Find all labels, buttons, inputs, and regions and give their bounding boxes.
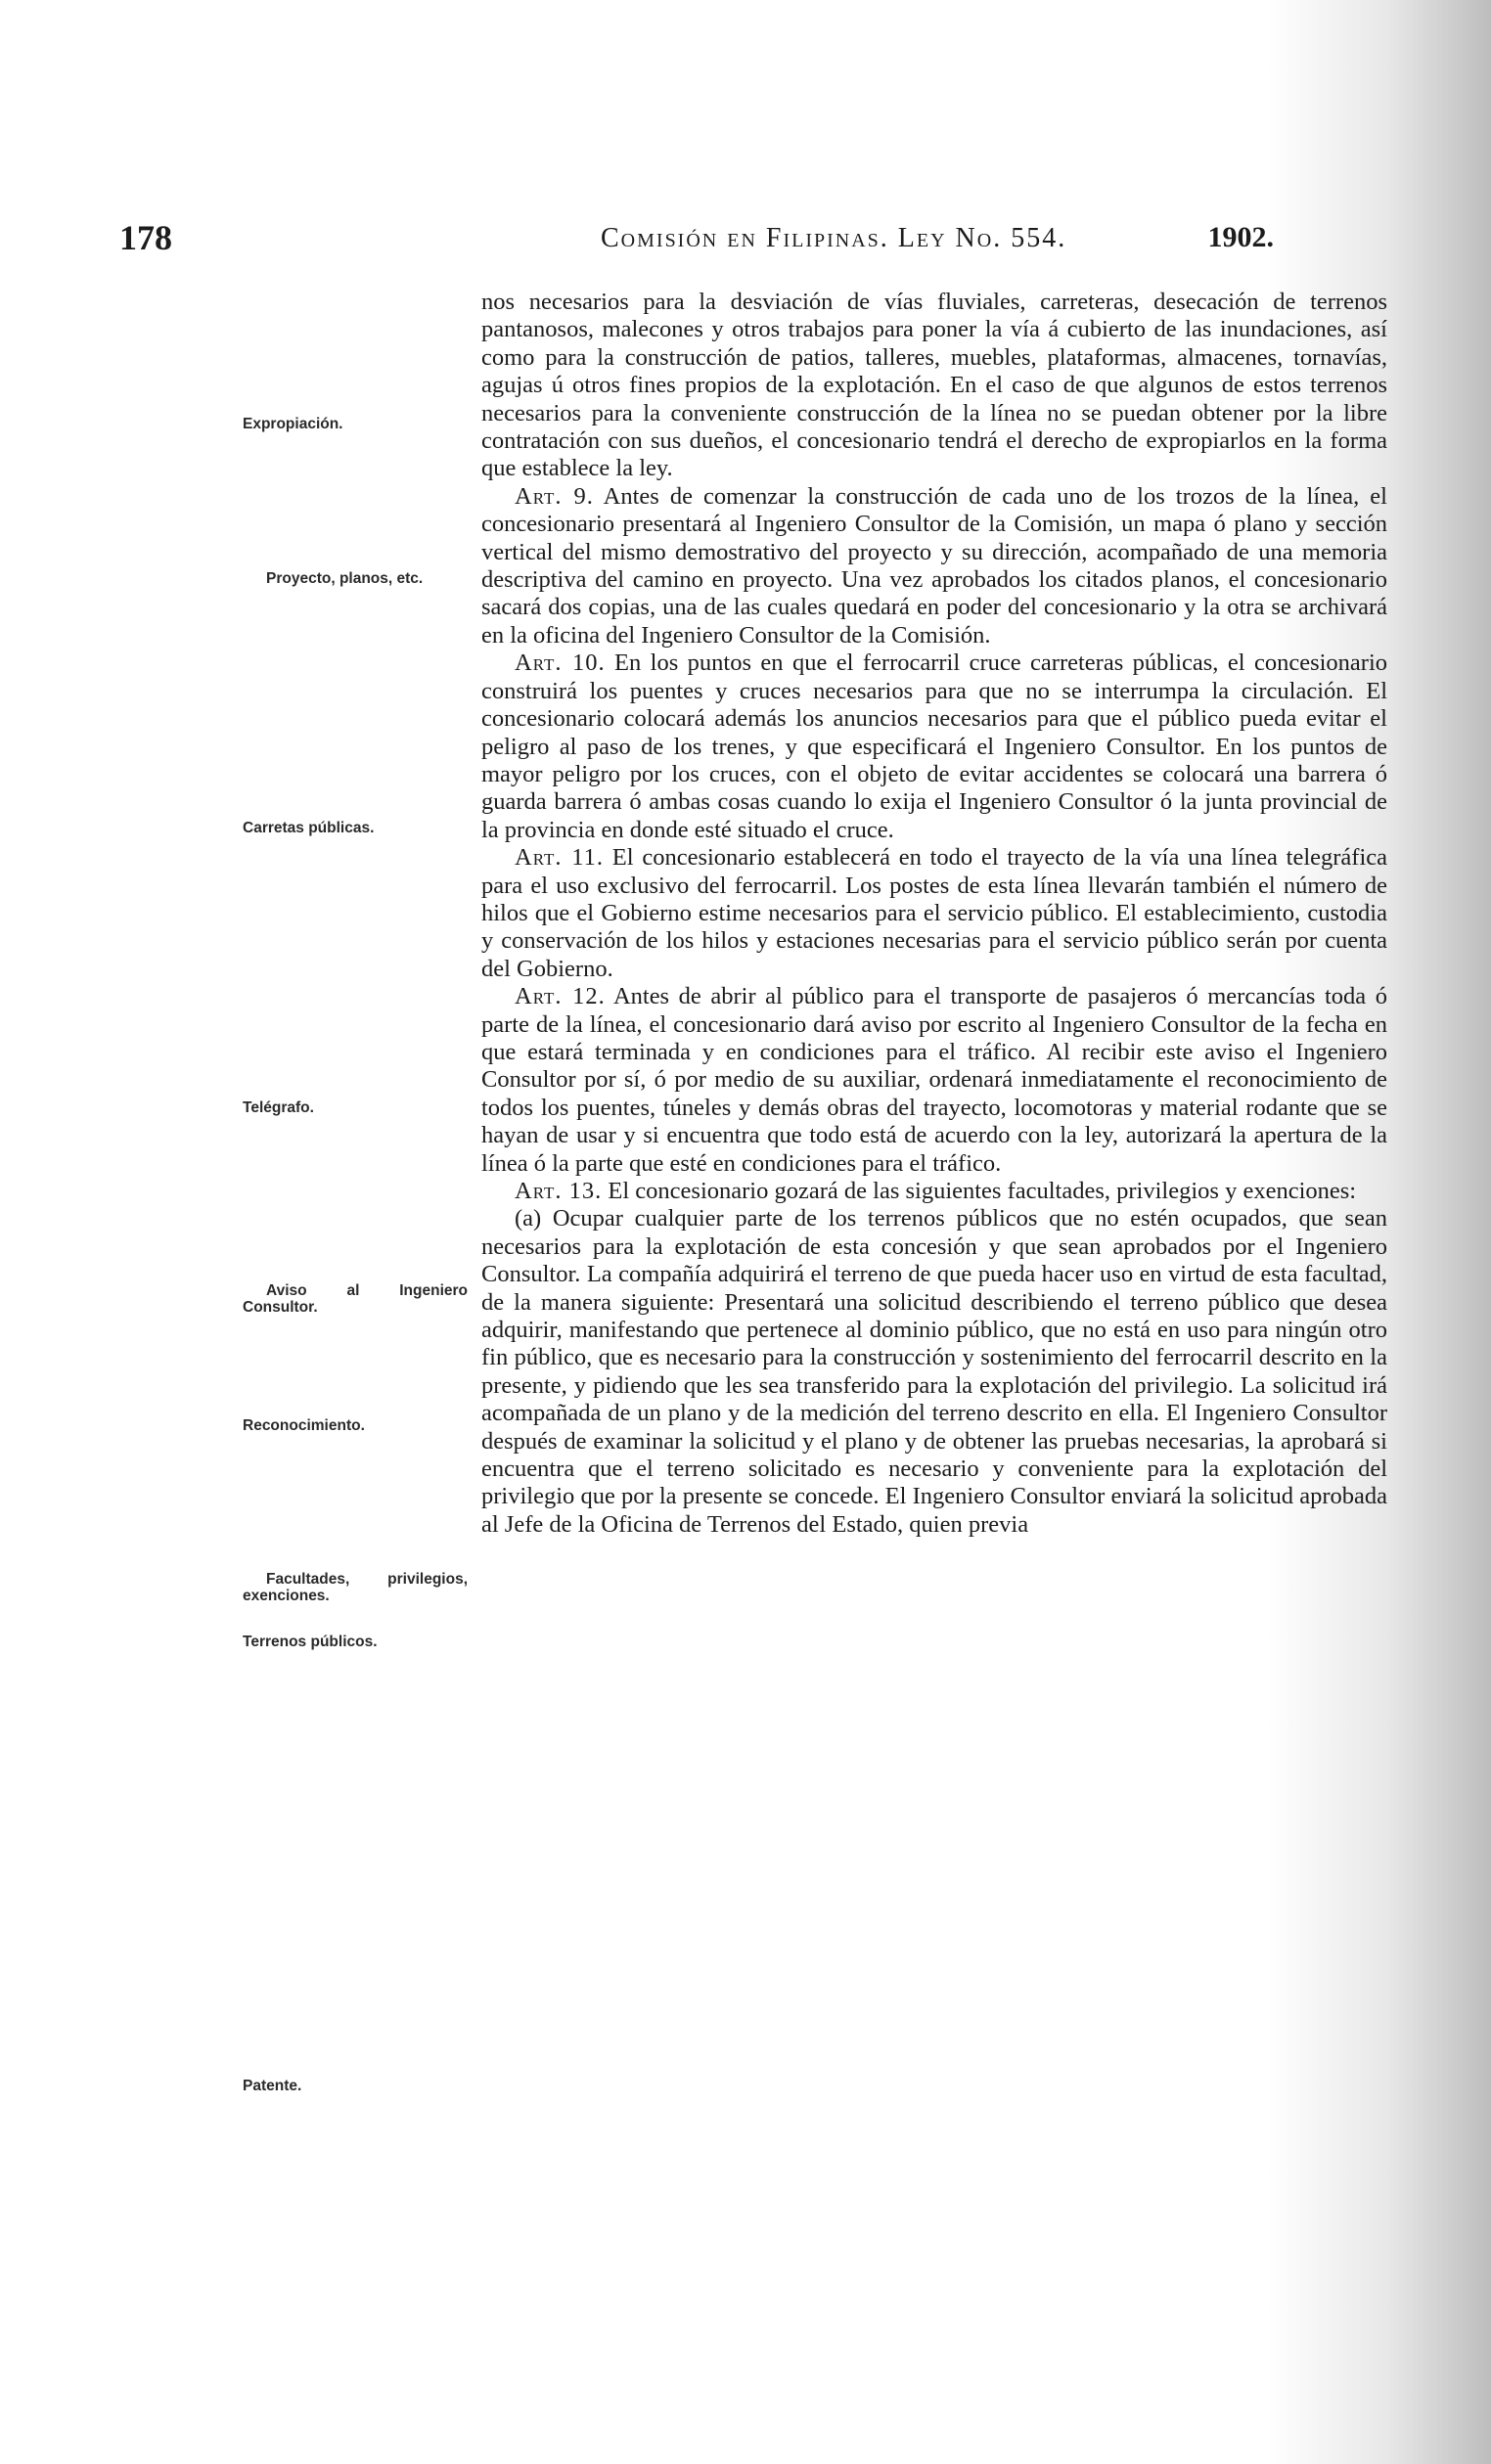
margin-note-terrenos: Terrenos públicos. (243, 1634, 378, 1650)
article-10 (481, 650, 1387, 844)
paragraph-text: Antes de comenzar la construcción de cada uno de los trozos de la línea, el concesionario presentará al Ingeniero Consultor de la Comisión, un mapa ó plano y sección vertical del mismo demostrativo del proyecto y su dirección, acompañado de una memoria descriptiva del camino en proyecto. Una vez aprobados los citados planos, el concesionario sacará dos copias, una de las cuales quedará en poder del concesionario y la otra se archivará en la oficina del Ingeniero Consultor de la Comisión. (481, 482, 1387, 649)
subsection-label: (a) (515, 1205, 542, 1232)
margin-note-proyecto: Proyecto, planos, etc. (266, 570, 424, 587)
page-header (119, 217, 1274, 266)
paragraph-text: En los puntos en que el ferrocarril cruce carreteras públicas, el concesionario construirá los puentes y cruces necesarios para que no se interrumpa la circulación. El concesionario colocará además los anuncios necesarios para que el público pueda evitar el peligro al paso de los trenes, y que especificará el Ingeniero Consultor. En los puntos de mayor peligro por los cruces, con el objeto de evitar accidentes se colocará una barrera ó guarda barrera ó ambas cosas cuando lo exija el Ingeniero Consultor ó la junta provincial de la provincia en donde esté situado el cruce. (481, 650, 1388, 843)
article-label: Art. 10. (515, 650, 606, 677)
article-11 (481, 844, 1387, 983)
margin-note-telegrafo: Telégrafo. (243, 1099, 314, 1116)
article-label: Art. 11. (515, 844, 605, 872)
margin-note-reconocimiento: Reconocimiento. (243, 1417, 365, 1434)
article-label: Art. 13. (515, 1178, 603, 1204)
body-text (481, 289, 1387, 1539)
article-9 (481, 483, 1387, 650)
subsection-a (481, 1205, 1387, 1539)
article-13 (481, 1178, 1387, 1205)
paragraph-text: Antes de abrir al público para el transporte de pasajeros ó mercancías toda ó parte de la línea, el concesionario dará aviso por escrito al Ingeniero Consultor de la fecha en que estará terminada y en condiciones para el tráfico. Al recibir este aviso el Ingeniero Consultor por sí, ó por medio de su auxiliar, ordenará inmediatamente el reconocimiento de todos los puentes, túneles y demás obras del trayecto, locomotoras y material rodante que se hayan de usar y si encuentra que todo está de acuerdo con la ley, autorizará la apertura de la línea ó la parte que esté en condiciones para el tráfico. (481, 983, 1387, 1177)
paragraph-text: El concesionario gozará de las siguientes facultades, privilegios y exenciones: (608, 1178, 1357, 1204)
article-label: Art. 9. (515, 482, 594, 510)
running-title: Comisión en Filipinas. Ley No. 554. (601, 223, 1067, 253)
margin-note-expropiacion: Expropiación. (243, 416, 343, 432)
margin-note-aviso: Aviso al Ingeniero Consultor. (243, 1282, 468, 1316)
running-year: 1902. (1207, 221, 1274, 253)
paragraph-continuation (481, 289, 1387, 483)
page-number: 178 (119, 218, 172, 257)
article-label: Art. 12. (515, 983, 606, 1010)
margin-note-carretas: Carretas públicas. (243, 820, 375, 836)
article-12 (481, 983, 1387, 1178)
margin-note-patente: Patente. (243, 2078, 302, 2094)
paragraph-text: Ocupar cualquier parte de los terrenos públicos que no estén ocupados, que sean necesarios para la explotación de esta concesión y que sean aprobados por el Ingeniero Consultor. La compañía adquirirá el terreno de que pueda hacer uso en virtud de esta facultad, de la manera siguiente: Presentará una solicitud describiendo el terreno público que desea adquirir, manifestando que pertenece al dominio público, que no está en uso para ningún otro fin público, que es necesario para la construcción y sostenimiento del ferrocarril descrito en la presente, y pidiendo que les sea transferido para la explotación del privilegio. La solicitud irá acompañada de un plano y de la medición del terreno descrito en ella. El Ingeniero Consultor después de examinar la solicitud y el plano y de obtener las pruebas necesarias, la aprobará si encuentra que el terreno solicitado es necesario y conveniente para la explotación del privilegio que por la presente se concede. El Ingeniero Consultor enviará la solicitud aprobada al Jefe de la Oficina de Terrenos del Estado, quien previa (481, 1205, 1388, 1538)
paragraph-text: El concesionario establecerá en todo el trayecto de la vía una línea telegráfica para el uso exclusivo del ferrocarril. Los postes de esta línea llevarán también el número de hilos que el Gobierno estime necesarios para el servicio público. El establecimiento, custodia y conservación de los hilos y estaciones necesarias para el servicio público serán por cuenta del Gobierno. (481, 844, 1387, 982)
paragraph-text: nos necesarios para la desviación de vías fluviales, carreteras, desecación de terrenos pantanosos, malecones y otros trabajos para poner la vía á cubierto de las inundaciones, así como para la construcción de patios, talleres, muebles, plataformas, almacenes, tornavías, agujas ú otros fines propios de la explotación. En el caso de que algunos de estos terrenos necesarios para la conveniente construcción de la línea no se puedan obtener por la libre contratación con sus dueños, el concesionario tendrá el derecho de expropiarlos en la forma que establece la ley. (481, 289, 1387, 482)
margin-note-facultades: Facultades, privilegios, exenciones. (243, 1571, 468, 1604)
